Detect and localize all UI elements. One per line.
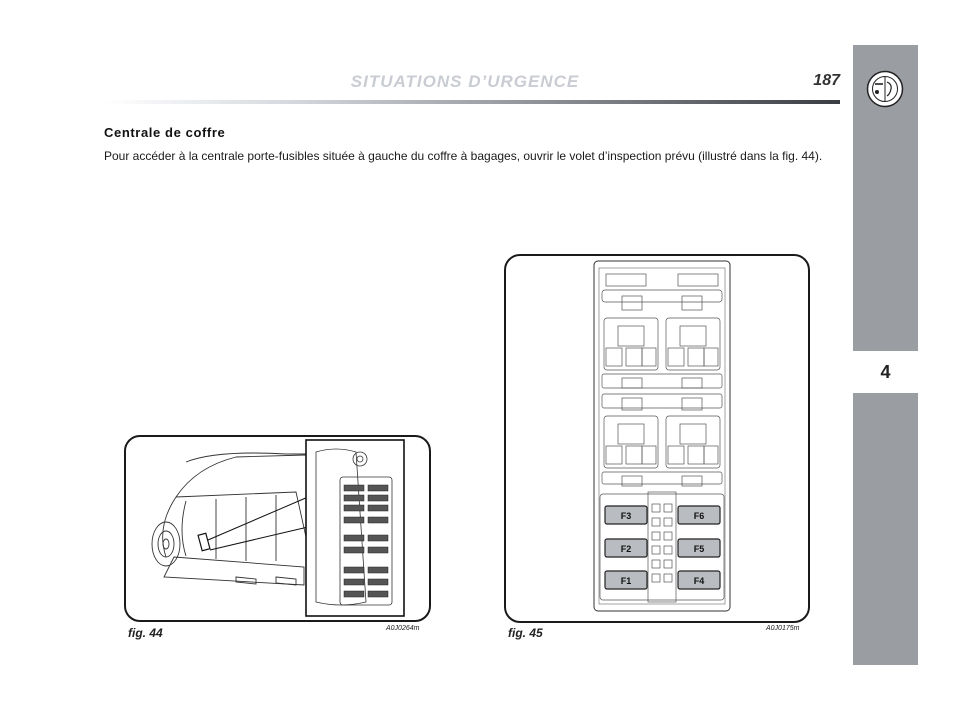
figure-45-caption: fig. 45 (508, 626, 543, 640)
section-body-text: Pour accéder à la centrale porte-fusibles située à gauche du coffre à bagages, ouvrir le volet d’inspection prévu (illustré dans la fig. 44). (104, 149, 823, 163)
alfa-romeo-logo-icon (866, 70, 904, 108)
fuse-label-f3: F3 (620, 511, 632, 521)
fuse-label-f6: F6 (693, 511, 705, 521)
header-rule (104, 100, 840, 104)
trunk-fuse-box-drawing (126, 437, 429, 620)
figure-44-code: A0J0264m (386, 625, 420, 632)
fuse-label-f5: F5 (693, 544, 705, 554)
figure-45-code: A0J0175m (766, 625, 800, 632)
section-title: Centrale de coffre (104, 125, 226, 140)
page-number: 187 (813, 72, 840, 89)
fuse-label-f4: F4 (693, 576, 705, 586)
chapter-tab[interactable]: 4 (853, 351, 918, 393)
fuse-label-f1: F1 (620, 576, 632, 586)
figure-44-caption: fig. 44 (128, 626, 163, 640)
fuse-box-diagram (506, 256, 808, 621)
fuse-label-f2: F2 (620, 544, 632, 554)
page-header-title: SITUATIONS D’URGENCE (350, 72, 580, 91)
figure-45-illustration (504, 254, 810, 623)
figure-44-illustration (124, 435, 431, 622)
